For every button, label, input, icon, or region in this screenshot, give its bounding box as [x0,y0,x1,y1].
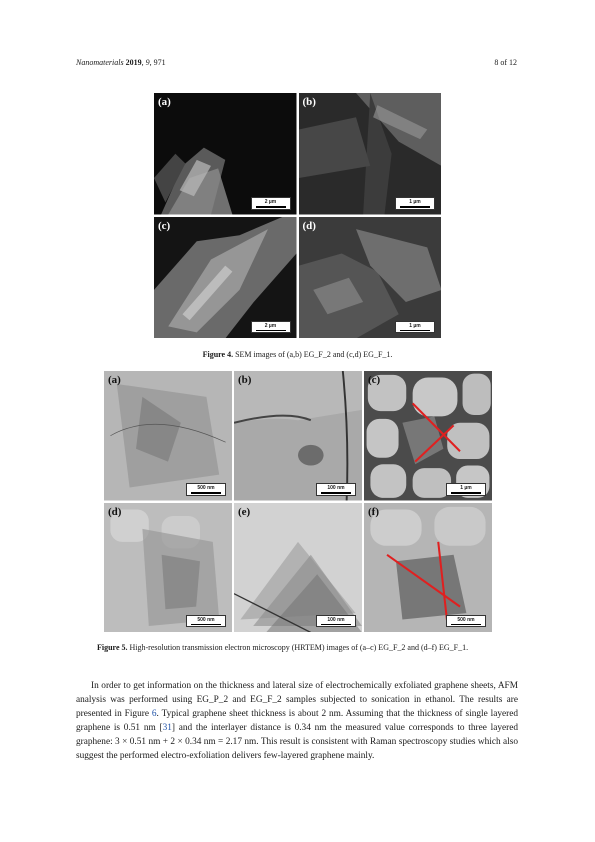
figure-5-panel-a [104,371,232,501]
journal-name: Nanomaterials [76,58,124,67]
scale-bar: 1 µm [446,483,486,496]
panel-label: (f) [368,505,379,518]
scale-bar: 100 nm [316,615,356,628]
scale-bar: 1 µm [395,197,435,210]
body-text [76,679,518,764]
scale-bar: 100 nm [316,483,356,496]
panel-label: (a) [158,96,171,108]
scale-bar: 2 µm [251,197,291,210]
figure-4-caption [0,349,595,361]
panel-label: (c) [368,374,381,386]
tem-image-c [364,371,492,501]
figure-5-panel-c [364,371,492,501]
tem-image-a [104,371,232,501]
panel-label: (e) [238,505,251,518]
figure-5-panel-f [364,503,492,633]
panel-label: (b) [238,374,252,386]
running-header-citation: Nanomaterials 2019, 9, 971 [76,58,166,67]
panel-label: (c) [158,219,171,232]
figure-4-panel-d [299,217,442,339]
figure-5-panel-d [104,503,232,633]
panel-label: (d) [108,505,122,518]
tem-image-e [234,503,362,633]
paragraph-text: In order to get information on the thickness and lateral size of electrochemically exfoliated graphene sheets, AFM analysis was performed using EG_P_2 and EG_F_2 samples subjected to sonication in ethanol. The results are presented in Figure [76,681,518,720]
scale-bar: 500 nm [186,483,226,496]
scale-bar: 500 nm [186,615,226,628]
figure-5-panel-e [234,503,362,633]
caption-text: High-resolution transmission electron microscopy (HRTEM) images of (a–c) EG_F_2 and (d–f) EG_F_1. [127,643,469,652]
caption-label: Figure 4. [202,350,234,359]
panel-label: (d) [302,219,316,232]
journal-volume: 9 [145,58,150,67]
scale-bar: 500 nm [446,615,486,628]
tem-image-b [234,371,362,501]
scale-bar: 2 µm [251,321,291,334]
panel-label: (a) [108,374,121,386]
figure-5-hrtem-grid [104,371,492,632]
panel-label: (b) [302,96,316,108]
caption-label: Figure 5. [97,643,128,652]
journal-year: 2019 [125,58,142,67]
figure-4-panel-c [154,217,297,339]
page-number: 8 of 12 [494,58,517,67]
figure-4-panel-b [299,93,442,215]
paragraph [76,679,518,764]
paragraph-text: . Typical graphene sheet thickness is about 2 nm. Assuming that the thickness of single layered graphene is 0.51 nm [ [76,709,518,734]
figure-5-caption [97,642,507,654]
figure-5-panel-b [234,371,362,501]
paragraph-text: ] and the interlayer distance is 0.34 nm the measured value corresponds to three layered graphene: 3 × 0.51 nm + 2 × 0.34 nm = 2.17 nm. This result is consistent with Raman spectroscopy studies which also suggest the performed electro-exfoliation delivers few-layered graphene mainly. [76,723,519,762]
tem-image-f [364,503,492,633]
caption-text: SEM images of (a,b) EG_F_2 and (c,d) EG_F_1. [233,350,393,359]
tem-image-d [104,503,232,633]
figure-4-panel-a [154,93,297,215]
figure-reference-link[interactable]: 6 [151,709,157,720]
figure-4-sem-grid [154,93,441,338]
citation-link[interactable]: 31 [162,723,172,734]
article-number: 971 [153,58,166,67]
scale-bar: 1 µm [395,321,435,334]
